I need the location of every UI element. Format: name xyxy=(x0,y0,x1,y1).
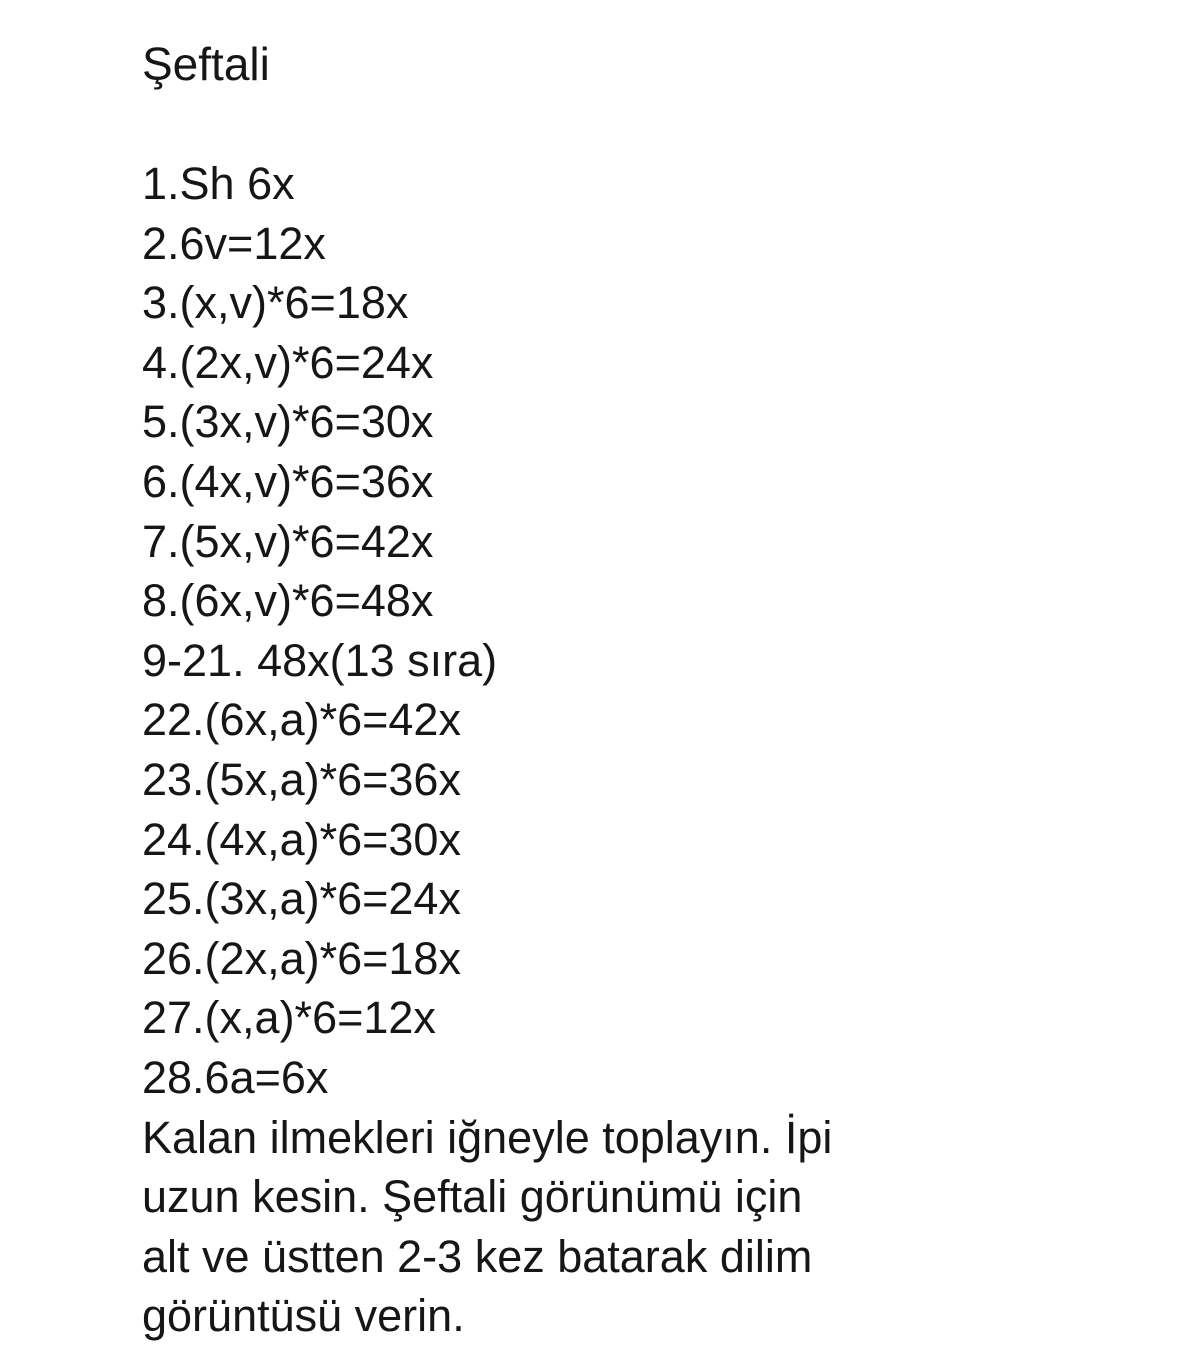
closing-line-3: alt ve üstten 2-3 kez batarak dilim xyxy=(142,1230,813,1282)
row-9-21: 9-21. 48x(13 sıra) xyxy=(142,634,498,686)
row-6: 6.(4x,v)*6=36x xyxy=(142,455,434,507)
row-24: 24.(4x,a)*6=30x xyxy=(142,813,461,865)
row-5: 5.(3x,v)*6=30x xyxy=(142,396,434,448)
row-1: 1.Sh 6x xyxy=(142,158,295,209)
row-22: 22.(6x,a)*6=42x xyxy=(142,694,461,746)
row-3: 3.(x,v)*6=18x xyxy=(142,277,409,329)
pattern-note xyxy=(142,34,1142,1346)
closing-line-4: görüntüsü verin. xyxy=(142,1290,465,1342)
blank-line xyxy=(142,94,1142,154)
closing-line-1: Kalan ilmekleri iğneyle toplayın. İpi xyxy=(142,1111,833,1163)
row-26: 26.(2x,a)*6=18x xyxy=(142,932,461,984)
row-25: 25.(3x,a)*6=24x xyxy=(142,873,461,925)
row-2: 2.6v=12x xyxy=(142,217,326,269)
pattern-title: Şeftali xyxy=(142,38,270,90)
closing-line-2: uzun kesin. Şeftali görünümü için xyxy=(142,1171,803,1223)
row-8: 8.(6x,v)*6=48x xyxy=(142,575,434,627)
row-7: 7.(5x,v)*6=42x xyxy=(142,515,434,567)
row-23: 23.(5x,a)*6=36x xyxy=(142,753,461,805)
row-27: 27.(x,a)*6=12x xyxy=(142,992,436,1044)
row-4: 4.(2x,v)*6=24x xyxy=(142,336,434,388)
row-28: 28.6a=6x xyxy=(142,1051,329,1103)
